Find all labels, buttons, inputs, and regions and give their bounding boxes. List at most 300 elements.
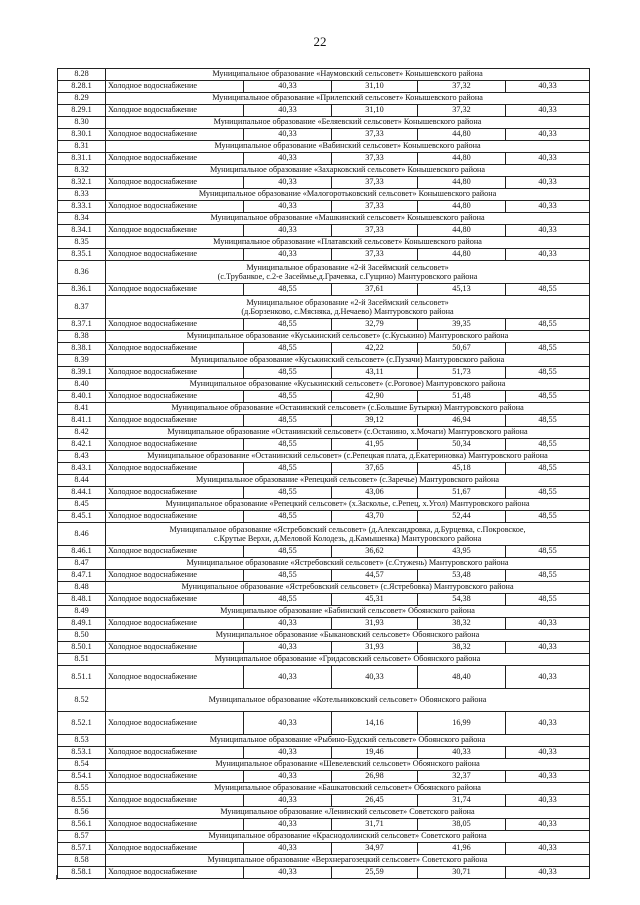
table-row-municipality [58, 689, 590, 712]
tariff-value: 37,33 [332, 153, 418, 165]
municipality-name: Муниципальное образование «Малогоротьковский сельсовет» Конышевского района [198, 189, 497, 199]
table-row-municipality [58, 213, 590, 225]
municipality-title [106, 427, 590, 439]
row-code: 8.30.1 [58, 129, 106, 141]
tariff-value: 48,55 [506, 546, 590, 558]
tariff-value: 32,79 [332, 319, 418, 331]
row-code: 8.47.1 [58, 570, 106, 582]
row-code: 8.50 [58, 630, 106, 642]
tariff-value: 48,55 [506, 439, 590, 451]
tariff-value: 40,33 [506, 177, 590, 189]
row-code: 8.57 [58, 831, 106, 843]
row-code: 8.35.1 [58, 249, 106, 261]
row-code: 8.36 [58, 261, 106, 284]
tariff-value: 37,33 [332, 177, 418, 189]
service-label: Холодное водоснабжение [106, 367, 244, 379]
table-row-values [58, 81, 590, 93]
tariff-value: 51,73 [418, 367, 506, 379]
tariff-value: 48,55 [244, 463, 332, 475]
table-row-values [58, 618, 590, 630]
table-row-municipality [58, 237, 590, 249]
municipality-name: Муниципальное образование «Останинский сельсовет» (с.Репецкая плата, д.Екатериновка) Мантуровского района [147, 451, 548, 461]
tariff-value: 40,33 [506, 666, 590, 689]
tariff-value: 40,33 [244, 867, 332, 879]
municipality-name: Муниципальное образование «2-й Засеймский сельсовет» [246, 297, 449, 307]
tariff-value: 19,46 [332, 747, 418, 759]
table-row-values [58, 867, 590, 879]
table-row-municipality [58, 165, 590, 177]
table-row-municipality [58, 630, 590, 642]
tariff-value: 48,55 [244, 391, 332, 403]
municipality-title [106, 855, 590, 867]
tariff-value: 48,55 [506, 570, 590, 582]
row-code: 8.50.1 [58, 642, 106, 654]
row-code: 8.53.1 [58, 747, 106, 759]
tariff-value: 48,40 [418, 666, 506, 689]
tariff-value: 16,99 [418, 712, 506, 735]
row-code: 8.29 [58, 93, 106, 105]
municipality-title [106, 261, 590, 284]
service-label: Холодное водоснабжение [106, 463, 244, 475]
row-code: 8.33.1 [58, 201, 106, 213]
tariff-value: 37,33 [332, 249, 418, 261]
table-row-values [58, 319, 590, 331]
tariff-value: 38,05 [418, 819, 506, 831]
row-code: 8.58 [58, 855, 106, 867]
tariff-value: 40,33 [244, 129, 332, 141]
municipality-name: Муниципальное образование «Верхнерагозецкий сельсовет» Советского района [207, 855, 488, 865]
service-label: Холодное водоснабжение [106, 249, 244, 261]
municipality-name: Муниципальное образование «Куськинский сельсовет» (с.Куськино) Мантуровского района [186, 331, 509, 341]
row-code: 8.36.1 [58, 284, 106, 296]
tariff-value: 48,55 [506, 415, 590, 427]
municipality-title [106, 213, 590, 225]
municipality-name: Муниципальное образование «Башкатовский сельсовет» Обоянского района [214, 783, 481, 793]
tariff-value: 51,67 [418, 487, 506, 499]
row-code: 8.44 [58, 475, 106, 487]
municipality-title [106, 499, 590, 511]
table-row-values [58, 487, 590, 499]
tariff-value: 48,55 [244, 284, 332, 296]
table-row-values [58, 343, 590, 355]
municipality-title [106, 165, 590, 177]
row-code: 8.55 [58, 783, 106, 795]
tariff-value: 40,33 [506, 771, 590, 783]
tariff-value: 40,33 [506, 201, 590, 213]
service-label: Холодное водоснабжение [106, 153, 244, 165]
tariff-value: 40,33 [244, 843, 332, 855]
municipality-name: Муниципальное образование «2-й Засеймский сельсовет» [246, 262, 449, 272]
municipality-title [106, 355, 590, 367]
municipality-title [106, 831, 590, 843]
municipality-name: Муниципальное образование «Ястребовский сельсовет» (д.Александровка, д.Бурцевка, с.Покровское, [169, 524, 526, 534]
tariff-value: 43,06 [332, 487, 418, 499]
municipality-title [106, 735, 590, 747]
service-label: Холодное водоснабжение [106, 747, 244, 759]
municipality-name: Муниципальное образование «Краснодолинский сельсовет» Советского района [208, 831, 487, 841]
row-code: 8.52.1 [58, 712, 106, 735]
service-label: Холодное водоснабжение [106, 81, 244, 93]
row-code: 8.56.1 [58, 819, 106, 831]
table-row-municipality [58, 475, 590, 487]
service-label: Холодное водоснабжение [106, 546, 244, 558]
row-code: 8.41.1 [58, 415, 106, 427]
tariff-value: 46,94 [418, 415, 506, 427]
municipality-name: Муниципальное образование «Платавский сельсовет» Конышевского района [213, 237, 482, 247]
row-code: 8.34 [58, 213, 106, 225]
tariff-value: 40,33 [244, 666, 332, 689]
table-row-values [58, 415, 590, 427]
tariff-value: 40,33 [506, 249, 590, 261]
table-row-values [58, 391, 590, 403]
municipality-name: Муниципальное образование «Останинский сельсовет» (с.Большие Бутырки) Мантуровского района [171, 403, 524, 413]
tariff-value: 40,33 [244, 177, 332, 189]
municipality-title [106, 451, 590, 463]
tariff-value: 37,61 [332, 284, 418, 296]
municipality-locality: с.Крутые Верхи, д.Меловой Колодезь, д.Камышенка) Мантуровского района [213, 534, 482, 543]
tariff-value: 48,55 [244, 511, 332, 523]
row-code: 8.37.1 [58, 319, 106, 331]
municipality-locality: (д.Борзенково, с.Мясняка, д.Нечаево) Мантуровского района [241, 307, 454, 316]
service-label: Холодное водоснабжение [106, 105, 244, 117]
row-code: 8.42.1 [58, 439, 106, 451]
tariff-value: 48,55 [244, 570, 332, 582]
table-row-municipality [58, 427, 590, 439]
tariff-value: 40,33 [244, 201, 332, 213]
tariff-value: 48,55 [506, 284, 590, 296]
row-code: 8.43 [58, 451, 106, 463]
table-row-values [58, 284, 590, 296]
tariff-value: 52,44 [418, 511, 506, 523]
table-row-values [58, 546, 590, 558]
municipality-name: Муниципальное образование «Бабинский сельсовет» Обоянского района [220, 606, 475, 616]
service-label: Холодное водоснабжение [106, 666, 244, 689]
tariff-value: 40,33 [506, 105, 590, 117]
table-row-municipality [58, 606, 590, 618]
row-code: 8.28 [58, 69, 106, 81]
row-code: 8.39 [58, 355, 106, 367]
row-code: 8.28.1 [58, 81, 106, 93]
tariff-value: 26,45 [332, 795, 418, 807]
tariff-value: 42,90 [332, 391, 418, 403]
table-row-municipality [58, 582, 590, 594]
municipality-name: Муниципальное образование «Репецкий сельсовет» (х.Засколье, с.Репец, х.Угол) Мантуровского района [165, 499, 530, 509]
tariff-value: 44,80 [418, 225, 506, 237]
tariff-value: 38,32 [418, 618, 506, 630]
table-row-municipality [58, 93, 590, 105]
tariff-value: 43,95 [418, 546, 506, 558]
tariff-value: 45,18 [418, 463, 506, 475]
municipality-title [106, 523, 590, 546]
row-code: 8.42 [58, 427, 106, 439]
municipality-title [106, 606, 590, 618]
tariff-value: 43,11 [332, 367, 418, 379]
row-code: 8.56 [58, 807, 106, 819]
service-label: Холодное водоснабжение [106, 487, 244, 499]
table-row-values [58, 747, 590, 759]
municipality-name: Муниципальное образование «Куськинский сельсовет» (с.Роговое) Мантуровского района [189, 379, 506, 389]
municipality-title [106, 237, 590, 249]
tariff-value: 31,93 [332, 618, 418, 630]
tariff-value: 48,55 [506, 594, 590, 606]
service-label: Холодное водоснабжение [106, 618, 244, 630]
tariff-value: 48,55 [244, 594, 332, 606]
table-row-municipality [58, 735, 590, 747]
tariff-value: 48,55 [506, 367, 590, 379]
municipality-name: Муниципальное образование «Беляевский сельсовет» Конышевского района [213, 117, 482, 127]
tariff-value: 44,80 [418, 249, 506, 261]
tariff-value: 40,33 [244, 747, 332, 759]
row-code: 8.57.1 [58, 843, 106, 855]
tariff-value: 48,55 [244, 487, 332, 499]
tariff-value: 40,33 [244, 771, 332, 783]
row-code: 8.30 [58, 117, 106, 129]
tariff-value: 37,65 [332, 463, 418, 475]
municipality-title [106, 475, 590, 487]
row-code: 8.33 [58, 189, 106, 201]
tariff-value: 39,35 [418, 319, 506, 331]
tariff-value: 40,33 [506, 843, 590, 855]
table-row-values [58, 129, 590, 141]
tariff-value: 40,33 [506, 129, 590, 141]
row-code: 8.35 [58, 237, 106, 249]
tariff-value: 48,55 [244, 343, 332, 355]
table-row-values [58, 570, 590, 582]
row-code: 8.37 [58, 296, 106, 319]
table-row-municipality [58, 654, 590, 666]
municipality-title [106, 783, 590, 795]
municipality-title [106, 141, 590, 153]
table-row-values [58, 795, 590, 807]
table-row-municipality [58, 807, 590, 819]
service-label: Холодное водоснабжение [106, 843, 244, 855]
tariff-value: 39,12 [332, 415, 418, 427]
municipality-name: Муниципальное образование «Ленинский сельсовет» Советского района [220, 807, 475, 817]
tariff-value: 48,55 [244, 319, 332, 331]
tariff-value: 48,55 [244, 415, 332, 427]
tariff-value: 40,33 [244, 249, 332, 261]
tariff-value: 44,57 [332, 570, 418, 582]
municipality-title [106, 69, 590, 81]
table-row-values [58, 594, 590, 606]
tariff-value: 40,33 [244, 153, 332, 165]
service-label: Холодное водоснабжение [106, 343, 244, 355]
row-code: 8.38 [58, 331, 106, 343]
row-code: 8.58.1 [58, 867, 106, 879]
table-row-values [58, 153, 590, 165]
tariff-value: 48,55 [506, 391, 590, 403]
municipality-name: Муниципальное образование «Ястребовский сельсовет» (с.Ястребовка) Мантуровского района [181, 582, 514, 592]
table-row-values [58, 642, 590, 654]
row-code: 8.46.1 [58, 546, 106, 558]
table-row-values [58, 463, 590, 475]
table-row-values [58, 201, 590, 213]
municipality-name: Муниципальное образование «Останинский сельсовет» (с.Останино, х.Мочаги) Мантуровского района [167, 427, 528, 437]
tariff-value: 50,34 [418, 439, 506, 451]
municipality-title [106, 93, 590, 105]
tariff-value: 26,98 [332, 771, 418, 783]
service-label: Холодное водоснабжение [106, 129, 244, 141]
table-row-municipality [58, 355, 590, 367]
tariff-value: 40,33 [506, 618, 590, 630]
tariff-value: 40,33 [244, 642, 332, 654]
service-label: Холодное водоснабжение [106, 771, 244, 783]
table-row-values [58, 666, 590, 689]
table-row-municipality [58, 379, 590, 391]
row-code: 8.45 [58, 499, 106, 511]
tariff-value: 37,32 [418, 81, 506, 93]
tariff-value: 37,33 [332, 225, 418, 237]
row-code: 8.49 [58, 606, 106, 618]
tariff-value: 48,55 [244, 367, 332, 379]
table-row-municipality [58, 783, 590, 795]
tariff-value: 48,55 [244, 439, 332, 451]
table-row-municipality [58, 403, 590, 415]
tariff-value: 48,55 [506, 319, 590, 331]
tariff-value: 36,62 [332, 546, 418, 558]
tariff-value: 44,80 [418, 129, 506, 141]
tariff-value: 40,33 [506, 867, 590, 879]
tariff-value: 30,71 [418, 867, 506, 879]
tariff-value: 53,48 [418, 570, 506, 582]
tariff-value: 40,33 [332, 666, 418, 689]
row-code: 8.40.1 [58, 391, 106, 403]
tariff-value: 54,38 [418, 594, 506, 606]
tariff-value: 45,31 [332, 594, 418, 606]
table-row-values [58, 439, 590, 451]
row-code: 8.52 [58, 689, 106, 712]
municipality-name: Муниципальное образование «Шевелевский сельсовет» Обоянского района [215, 759, 480, 769]
row-code: 8.51.1 [58, 666, 106, 689]
municipality-locality: (с.Трубанкое, с.2-е Засеймье,д.Грачевка, с.Гущино) Мантуровского района [217, 272, 478, 281]
municipality-title [106, 654, 590, 666]
table-row-municipality [58, 558, 590, 570]
row-code: 8.41 [58, 403, 106, 415]
municipality-name: Муниципальное образование «Ястребовский сельсовет» (с.Стужень) Мантуровского района [186, 558, 509, 568]
table-row-municipality [58, 855, 590, 867]
row-code: 8.54.1 [58, 771, 106, 783]
table-row-municipality [58, 759, 590, 771]
municipality-title [106, 296, 590, 319]
service-label: Холодное водоснабжение [106, 284, 244, 296]
table-row-values [58, 105, 590, 117]
table-row-municipality [58, 261, 590, 284]
municipality-title [106, 582, 590, 594]
service-label: Холодное водоснабжение [106, 511, 244, 523]
table-row-municipality [58, 451, 590, 463]
row-code: 8.45.1 [58, 511, 106, 523]
table-row-municipality [58, 499, 590, 511]
municipality-title [106, 759, 590, 771]
tariff-value: 37,33 [332, 201, 418, 213]
tariff-value: 48,55 [506, 343, 590, 355]
row-code: 8.49.1 [58, 618, 106, 630]
municipality-name: Муниципальное образование «Машкинский сельсовет» Конышевского района [210, 213, 485, 223]
tariff-value: 48,55 [506, 511, 590, 523]
municipality-name: Муниципальное образование «Быкановский сельсовет» Обоянского района [215, 630, 480, 640]
tariff-value: 32,37 [418, 771, 506, 783]
tariff-value: 50,67 [418, 343, 506, 355]
tariff-value: 43,70 [332, 511, 418, 523]
service-label: Холодное водоснабжение [106, 867, 244, 879]
tariff-value: 31,74 [418, 795, 506, 807]
row-code: 8.44.1 [58, 487, 106, 499]
tariff-value: 37,32 [418, 105, 506, 117]
row-code: 8.47 [58, 558, 106, 570]
service-label: Холодное водоснабжение [106, 712, 244, 735]
municipality-title [106, 403, 590, 415]
tariff-value: 44,80 [418, 201, 506, 213]
service-label: Холодное водоснабжение [106, 177, 244, 189]
table-row-values [58, 367, 590, 379]
tariff-value: 51,48 [418, 391, 506, 403]
tariff-value: 25,59 [332, 867, 418, 879]
row-code: 8.48.1 [58, 594, 106, 606]
service-label: Холодное водоснабжение [106, 570, 244, 582]
tariff-value: 45,13 [418, 284, 506, 296]
service-label: Холодное водоснабжение [106, 795, 244, 807]
tariff-value: 40,33 [244, 81, 332, 93]
tariff-value: 40,33 [244, 105, 332, 117]
tariff-value: 40,33 [506, 819, 590, 831]
tariff-value: 48,55 [244, 546, 332, 558]
row-code: 8.34.1 [58, 225, 106, 237]
table-row-municipality [58, 189, 590, 201]
tariff-value: 40,33 [506, 225, 590, 237]
table-row-values [58, 843, 590, 855]
table-row-values [58, 771, 590, 783]
municipality-name: Муниципальное образование «Наумовский сельсовет» Конышевского района [212, 69, 483, 79]
tariff-table [57, 68, 590, 879]
municipality-name: Муниципальное образование «Репецкий сельсовет» (с.Заречье) Мантуровского района [196, 475, 500, 485]
service-label: Холодное водоснабжение [106, 594, 244, 606]
tariff-value: 40,33 [506, 712, 590, 735]
municipality-name: Муниципальное образование «Гридасовский сельсовет» Обоянского района [214, 654, 481, 664]
row-code: 8.38.1 [58, 343, 106, 355]
tariff-value: 37,33 [332, 129, 418, 141]
tariff-value: 40,33 [506, 747, 590, 759]
tariff-value: 40,33 [244, 225, 332, 237]
municipality-name: Муниципальное образование «Рыбино-Будский сельсовет» Обоянского района [209, 735, 486, 745]
row-code: 8.55.1 [58, 795, 106, 807]
tariff-value: 31,10 [332, 81, 418, 93]
table-row-values [58, 249, 590, 261]
table-row-municipality [58, 296, 590, 319]
tariff-value: 44,80 [418, 153, 506, 165]
municipality-title [106, 558, 590, 570]
service-label: Холодное водоснабжение [106, 415, 244, 427]
municipality-name: Муниципальное образование «Котельниковский сельсовет» Обоянского района [208, 694, 487, 704]
tariff-value: 40,33 [244, 618, 332, 630]
row-code: 8.53 [58, 735, 106, 747]
municipality-name: Муниципальное образование «Захарковский сельсовет» Конышевского района [209, 165, 486, 175]
tariff-value: 40,33 [418, 747, 506, 759]
tariff-value: 40,33 [506, 153, 590, 165]
table-row-values [58, 225, 590, 237]
row-code: 8.54 [58, 759, 106, 771]
table-row-values [58, 177, 590, 189]
tariff-value: 40,33 [244, 819, 332, 831]
municipality-title [106, 689, 590, 712]
tariff-value: 31,93 [332, 642, 418, 654]
row-code: 8.51 [58, 654, 106, 666]
municipality-name: Муниципальное образование «Вабинский сельсовет» Конышевского района [214, 141, 481, 151]
tariff-value: 42,22 [332, 343, 418, 355]
municipality-title [106, 331, 590, 343]
table-row-values [58, 511, 590, 523]
row-code: 8.31 [58, 141, 106, 153]
municipality-name: Муниципальное образование «Куськинский сельсовет» (с.Пузачи) Мантуровского района [190, 355, 505, 365]
